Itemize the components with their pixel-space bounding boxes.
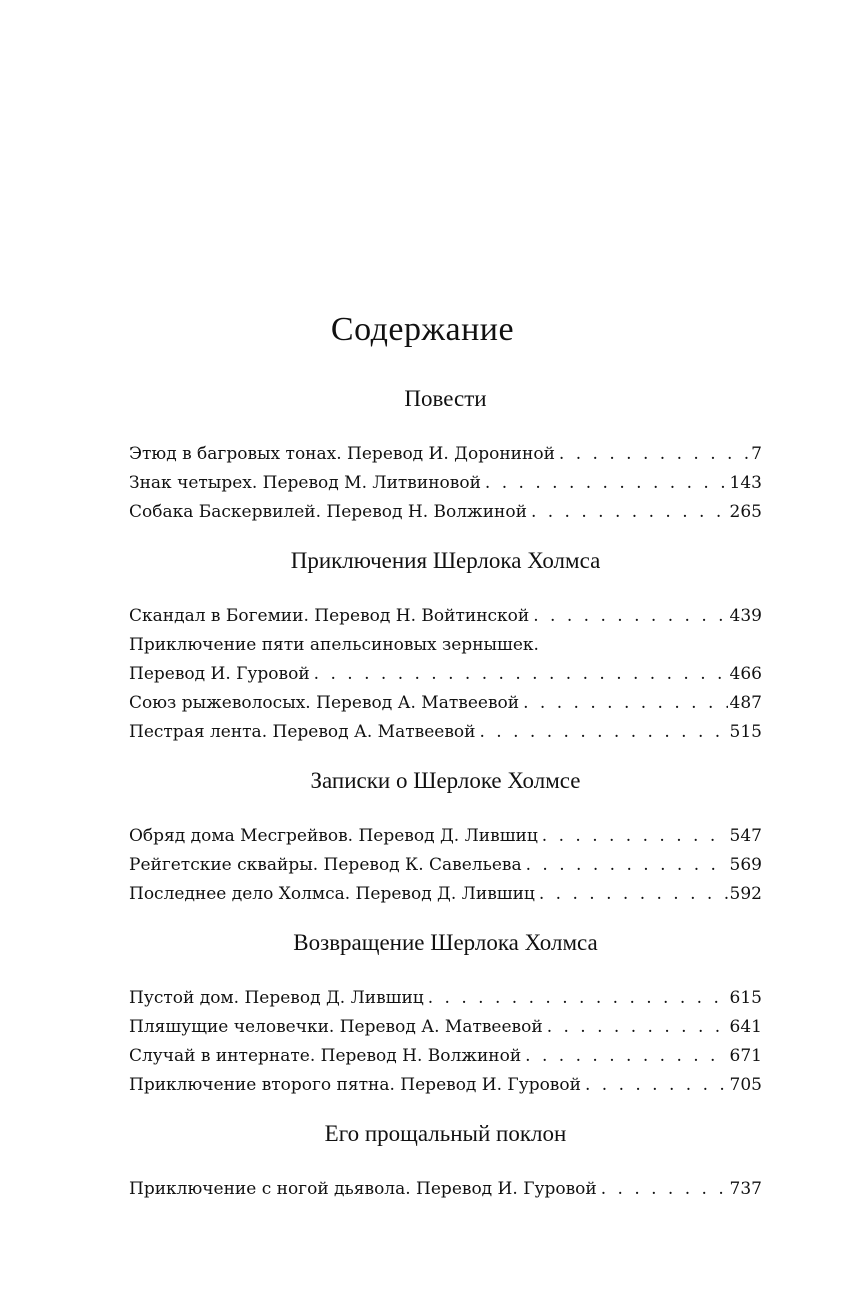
section-heading: Повести: [404, 386, 487, 411]
toc-entry[interactable]: [129, 1042, 762, 1071]
dot-leader: [428, 984, 728, 1013]
entry-page-number: 487: [729, 693, 762, 713]
section-heading: Его прощальный поклон: [324, 1121, 567, 1146]
entry-list: [129, 440, 762, 527]
toc-section-last-bow: [129, 1119, 762, 1204]
entry-label: Пустой дом. Перевод Д. Лившиц: [129, 988, 424, 1008]
entry-page-number: 466: [729, 664, 762, 684]
entry-label: Пестрая лента. Перевод А. Матвеевой: [129, 722, 476, 742]
dot-leader: [523, 689, 727, 718]
toc-entry[interactable]: [129, 469, 762, 498]
toc-section-novels: [129, 384, 762, 527]
toc-entry[interactable]: [129, 689, 762, 718]
dot-leader: [585, 1071, 728, 1100]
dot-leader: [559, 440, 749, 469]
entry-label: Перевод И. Гуровой: [129, 664, 310, 684]
entry-line-2: [129, 660, 762, 689]
dot-leader: [485, 469, 728, 498]
dot-leader: [525, 1042, 727, 1071]
entry-list: [129, 984, 762, 1100]
toc-section-adventures: [129, 546, 762, 747]
toc-entry[interactable]: [129, 880, 762, 909]
dot-leader: [531, 498, 728, 527]
entry-list: [129, 1175, 762, 1204]
toc-entry[interactable]: [129, 602, 762, 631]
entry-label-line-1: Приключение пяти апельсиновых зернышек.: [129, 635, 539, 655]
toc-entry-two-line[interactable]: [129, 631, 762, 689]
entry-label: Приключение с ногой дьявола. Перевод И. Гуровой: [129, 1179, 597, 1199]
entry-label: Собака Баскервилей. Перевод Н. Волжиной: [129, 502, 527, 522]
toc-entry[interactable]: [129, 851, 762, 880]
toc-section-return: [129, 928, 762, 1100]
entry-page-number: 615: [729, 988, 762, 1008]
entry-page-number: 265: [729, 502, 762, 522]
entry-label: Скандал в Богемии. Перевод Н. Войтинской: [129, 606, 530, 626]
toc-entry[interactable]: [129, 1013, 762, 1042]
entry-label: Обряд дома Месгрейвов. Перевод Д. Лившиц: [129, 826, 538, 846]
entry-page-number: 439: [729, 606, 762, 626]
entry-label: Последнее дело Холмса. Перевод Д. Лившиц: [129, 884, 535, 904]
dot-leader: [547, 1013, 728, 1042]
toc-entry[interactable]: [129, 1175, 762, 1204]
table-of-contents: [129, 384, 762, 1223]
dot-leader: [539, 880, 728, 909]
toc-entry[interactable]: [129, 822, 762, 851]
entry-page-number: 671: [729, 1046, 762, 1066]
entry-label: Случай в интернате. Перевод Н. Волжиной: [129, 1046, 522, 1066]
dot-leader: [526, 851, 728, 880]
section-heading: Возвращение Шерлока Холмса: [293, 930, 598, 955]
dot-leader: [314, 660, 728, 689]
entry-list: [129, 602, 762, 747]
dot-leader: [601, 1175, 728, 1204]
entry-list: [129, 822, 762, 909]
toc-entry[interactable]: [129, 498, 762, 527]
page-title: Содержание: [330, 311, 515, 348]
toc-entry[interactable]: [129, 718, 762, 747]
entry-page-number: 547: [729, 826, 762, 846]
section-heading: Записки о Шерлоке Холмсе: [310, 768, 581, 793]
entry-label: Пляшущие человечки. Перевод А. Матвеевой: [129, 1017, 543, 1037]
toc-entry[interactable]: [129, 1071, 762, 1100]
dot-leader: [533, 602, 727, 631]
entry-page-number: 592: [729, 884, 762, 904]
entry-label: Приключение второго пятна. Перевод И. Гуровой: [129, 1075, 581, 1095]
section-heading: Приключения Шерлока Холмса: [290, 548, 601, 573]
entry-page-number: 515: [729, 722, 762, 742]
entry-label: Этюд в багровых тонах. Перевод И. Дорониной: [129, 444, 555, 464]
entry-page-number: 737: [729, 1179, 762, 1199]
entry-label: Знак четырех. Перевод М. Литвиновой: [129, 473, 481, 493]
entry-page-number: 705: [729, 1075, 762, 1095]
toc-entry[interactable]: [129, 984, 762, 1013]
entry-page-number: 143: [729, 473, 762, 493]
dot-leader: [479, 718, 727, 747]
entry-page-number: 7: [751, 444, 762, 464]
entry-page-number: 641: [729, 1017, 762, 1037]
toc-section-memoirs: [129, 766, 762, 909]
entry-label: Рейгетские сквайры. Перевод К. Савельева: [129, 855, 522, 875]
entry-page-number: 569: [729, 855, 762, 875]
toc-entry[interactable]: [129, 440, 762, 469]
dot-leader: [542, 822, 728, 851]
entry-label: Союз рыжеволосых. Перевод А. Матвеевой: [129, 693, 520, 713]
